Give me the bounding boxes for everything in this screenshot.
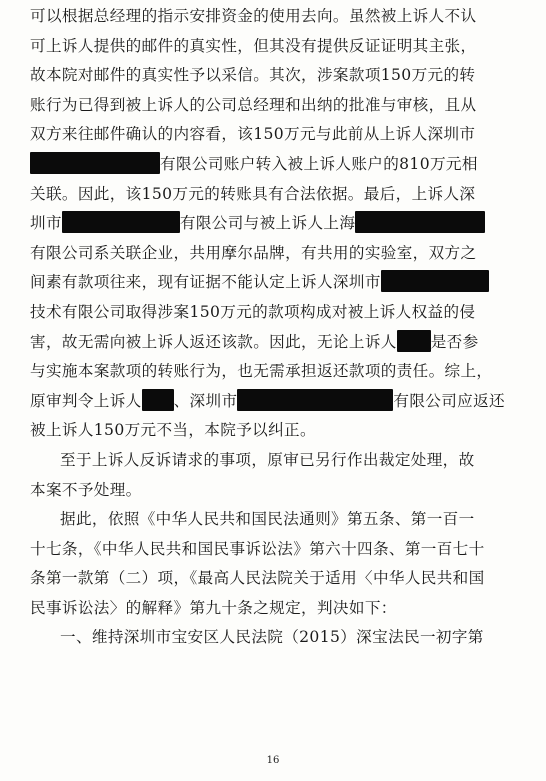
text-line (30, 180, 530, 210)
text-line (30, 564, 530, 594)
text-segment: 圳市 (30, 214, 62, 233)
text-line (30, 446, 530, 476)
text-segment: 害，故无需向被上诉人返还该款。因此，无论上诉人 (30, 332, 397, 351)
text-segment: 被上诉人150万元不当，本院予以纠正。 (30, 421, 316, 440)
redaction-block (381, 270, 489, 292)
text-line (30, 594, 530, 624)
text-segment: 与实施本案款项的转账行为，也无需承担返还款项的责任。综上， (30, 362, 493, 381)
text-line (30, 91, 530, 121)
text-line (30, 61, 530, 91)
text-line (30, 239, 530, 269)
text-segment: 有限公司账户转入被上诉人账户的810万元相 (160, 154, 478, 173)
text-segment: 双方来往邮件确认的内容看，该150万元与此前从上诉人深圳市 (30, 125, 476, 144)
text-segment: 是否参 (430, 332, 479, 351)
text-segment: 有限公司与被上诉人上海 (179, 214, 356, 233)
text-segment: 民事诉讼法〉的解释》第九十条之规定，判决如下： (30, 598, 397, 617)
redaction-block (142, 389, 174, 411)
text-line (30, 623, 530, 653)
redaction-block (397, 330, 431, 352)
text-line (30, 298, 530, 328)
text-segment: 可以根据总经理的指示安排资金的使用去向。虽然被上诉人不认 (30, 7, 477, 25)
text-segment: 本案不予处理。 (30, 480, 142, 499)
text-segment: 账行为已得到被上诉人的公司总经理和出纳的批准与审核，且从 (30, 95, 477, 114)
text-line (30, 2, 530, 32)
text-line (30, 357, 530, 387)
redaction-block (62, 211, 180, 233)
judgment-text-body (30, 2, 530, 653)
text-segment: 十七条，《中华人民共和国民事诉讼法》第六十四条、第一百七十 (30, 539, 485, 558)
text-segment: 据此，依照《中华人民共和国民法通则》第五条、第一百一 (60, 510, 475, 529)
text-line (30, 328, 530, 358)
text-segment: 可上诉人提供的邮件的真实性，但其没有提供反证证明其主张， (30, 36, 477, 55)
text-segment: 关联。因此，该150万元的转账具有合法依据。最后，上诉人深 (30, 184, 476, 203)
redaction-block (355, 211, 485, 233)
text-line (30, 476, 530, 506)
text-segment: 、深圳市 (173, 391, 238, 410)
text-line (30, 416, 530, 446)
text-segment: 间素有款项往来，现有证据不能认定上诉人深圳市 (30, 273, 381, 292)
text-segment: 故本院对邮件的真实性予以采信。其次，涉案款项150万元的转 (30, 66, 476, 85)
text-segment: 有限公司系关联企业，共用摩尔品牌，有共用的实验室，双方之 (30, 243, 477, 262)
page-number: 16 (266, 755, 280, 766)
text-line (30, 32, 530, 62)
text-segment: 有限公司应返还 (393, 391, 505, 410)
text-segment: 一、维持深圳市宝安区人民法院（2015）深宝法民一初字第 (60, 628, 484, 647)
text-segment: 条第一款第（二）项，《最高人民法院关于适用〈中华人民共和国 (30, 569, 485, 588)
text-segment: 原审判令上诉人 (30, 391, 142, 410)
text-line (30, 209, 530, 239)
text-line (30, 505, 530, 535)
text-line (30, 535, 530, 565)
text-line (30, 120, 530, 150)
redaction-block (237, 389, 393, 411)
text-segment: 技术有限公司取得涉案150万元的款项构成对被上诉人权益的侵 (30, 302, 476, 321)
text-segment: 至于上诉人反诉请求的事项，原审已另行作出裁定处理，故 (60, 450, 475, 469)
text-line (30, 387, 530, 417)
text-line (30, 268, 530, 298)
redaction-block (30, 152, 160, 174)
text-line (30, 150, 530, 180)
